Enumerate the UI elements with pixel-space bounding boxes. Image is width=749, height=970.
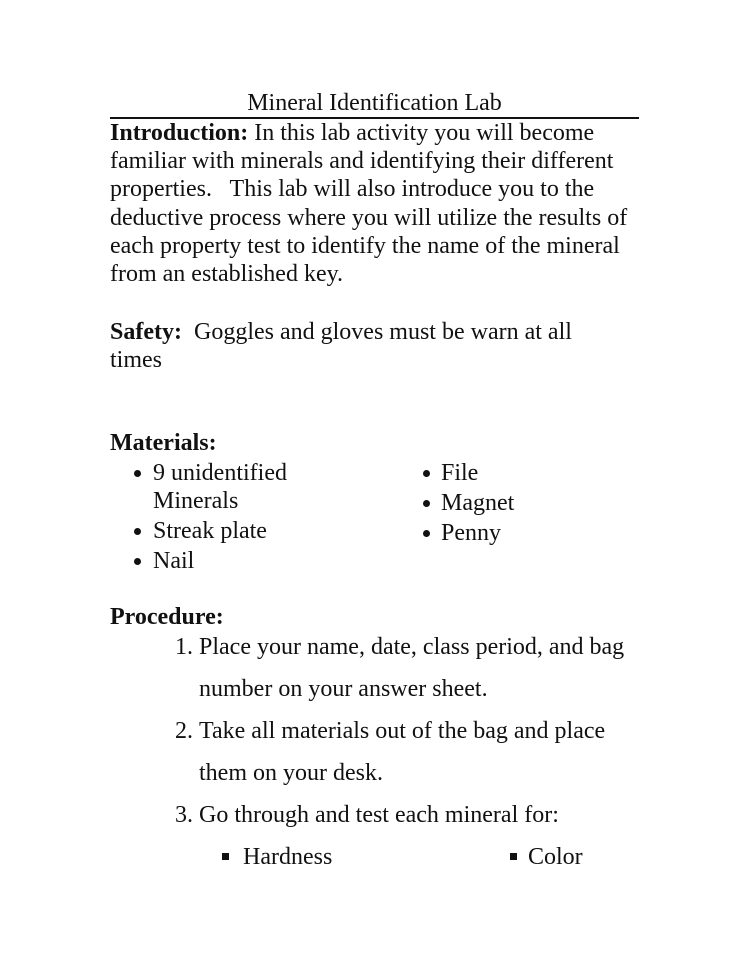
bullet-icon: [134, 470, 141, 477]
procedure-heading: Procedure:: [110, 604, 224, 630]
step-number: 3.: [175, 802, 193, 828]
material-item: Penny: [441, 520, 501, 546]
step-text: Place your name, date, class period, and bag: [199, 634, 625, 660]
materials-heading: Materials:: [110, 430, 217, 456]
intro-line: familiar with minerals and identifying their different: [110, 148, 614, 174]
step-text: them on your desk.: [199, 760, 383, 786]
test-item: Hardness: [243, 844, 333, 870]
step-text: number on your answer sheet.: [199, 676, 488, 702]
intro-label: Introduction:: [110, 120, 249, 146]
intro-line-1: [110, 119, 594, 147]
intro-line: each property test to identify the name of the mineral: [110, 233, 620, 259]
material-item: Nail: [153, 548, 195, 574]
intro-text: In this lab activity you will become: [254, 120, 595, 146]
intro-line: properties. This lab will also introduce you to the: [110, 176, 595, 202]
bullet-icon: [423, 530, 430, 537]
bullet-icon: [423, 470, 430, 477]
material-item: 9 unidentified: [153, 460, 287, 486]
intro-line: from an established key.: [110, 261, 344, 287]
bullet-icon: [423, 500, 430, 507]
safety-line-1: [110, 318, 572, 346]
test-item: Color: [528, 844, 583, 870]
step-text: Go through and test each mineral for:: [199, 802, 559, 828]
step-number: 1.: [175, 634, 193, 660]
intro-line: deductive process where you will utilize the results of: [110, 205, 628, 231]
safety-line: times: [110, 347, 162, 373]
material-item: File: [441, 460, 479, 486]
page-title: Mineral Identification Lab: [247, 90, 502, 116]
square-bullet-icon: [510, 853, 517, 860]
material-item: Magnet: [441, 490, 515, 516]
material-item-cont: Minerals: [153, 488, 239, 514]
material-item: Streak plate: [153, 518, 267, 544]
bullet-icon: [134, 558, 141, 565]
step-text: Take all materials out of the bag and place: [199, 718, 606, 744]
step-number: 2.: [175, 718, 193, 744]
square-bullet-icon: [222, 853, 229, 860]
safety-label: Safety:: [110, 319, 182, 345]
safety-text: Goggles and gloves must be warn at all: [193, 319, 572, 345]
bullet-icon: [134, 528, 141, 535]
